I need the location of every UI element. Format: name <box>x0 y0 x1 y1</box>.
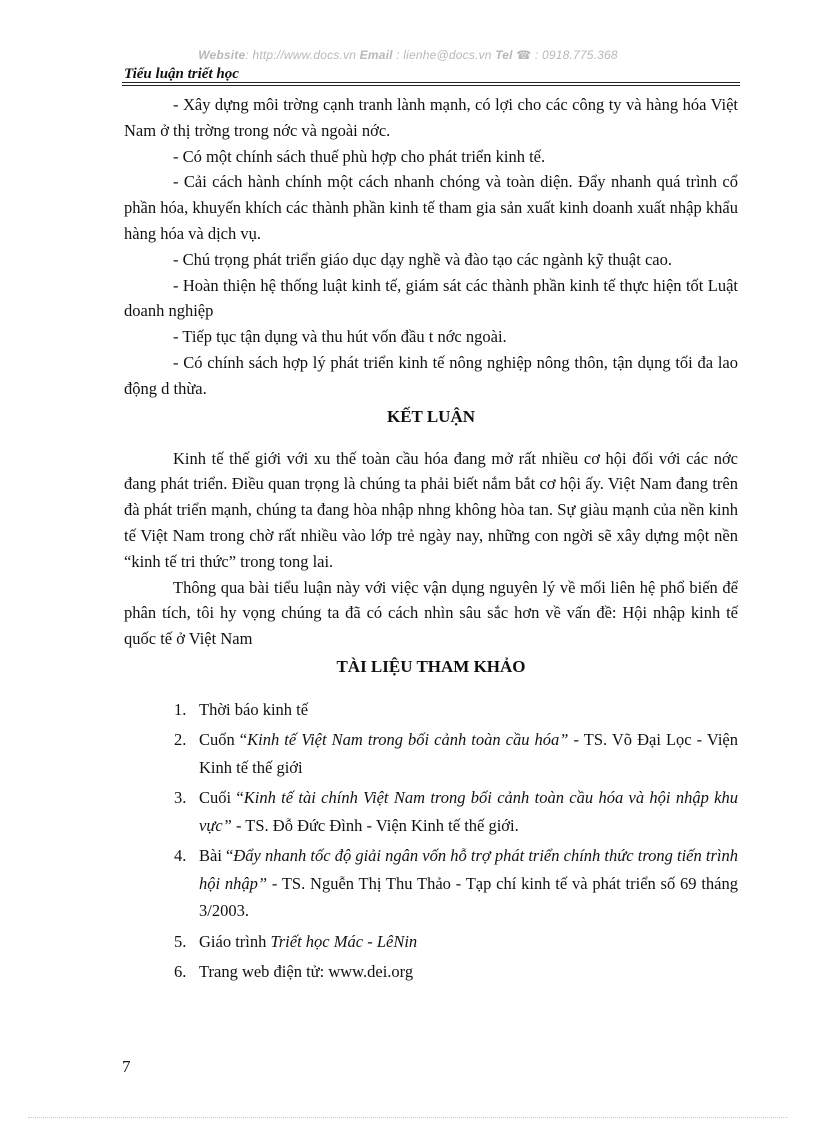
website-label: Website <box>198 48 246 62</box>
bullet-paragraph: - Có chính sách hợp lý phát triển kinh tế nông nghiệp nông thôn, tận dụng tối đa lao động d thừa. <box>124 352 738 398</box>
page-number: 7 <box>122 1057 131 1076</box>
bullet-paragraph: - Tiếp tục tận dụng và thu hút vốn đầu t nớc ngoài. <box>173 327 507 347</box>
reference-source: - TS. Nguễn Thị Thu Thảo - Tạp chí kinh tế và phát triển số 69 tháng 3/2003. <box>199 873 738 921</box>
tel-label: Tel <box>495 48 513 62</box>
running-title: Tiểu luận triết học <box>124 66 239 82</box>
reference-text: Cuốn “ <box>199 730 248 750</box>
reference-item <box>124 928 738 956</box>
reference-title: Triết học Mác - LêNin <box>270 931 418 951</box>
bullet-paragraph: - Chú trọng phát triển giáo dục dạy nghề và đào tạo các ngành kỹ thuật cao. <box>173 249 672 269</box>
conclusion-paragraph: Thông qua bài tiểu luận này với việc vận dụng nguyên lý về mối liên hệ phổ biến để phân tích, tôi hy vọng chúng ta đã có cách nhìn sâu sắc hơn về vấn đề: Hội nhập kinh tế quốc tế ở Việt Nam <box>124 577 738 649</box>
header-rule <box>122 85 740 86</box>
reference-item <box>124 726 738 781</box>
reference-title: Kinh tế Việt Nam trong bối cảnh toàn cầu hóa” <box>247 730 569 750</box>
reference-text: Thời báo kinh tế <box>199 699 309 719</box>
email-label: Email <box>359 48 393 62</box>
references-title: TÀI LIỆU THAM KHẢO <box>336 656 526 676</box>
reference-item <box>124 842 738 925</box>
reference-number: 1. <box>174 699 187 719</box>
reference-text: Trang web điện tử: www.dei.org <box>199 962 414 982</box>
reference-source: - TS. Võ Đại Lọc - Viện Kinh tế thế giới <box>199 730 738 777</box>
reference-title: Kinh tế tài chính Việt Nam trong bối cảnh toàn cầu hóa và hội nhập khu vực” <box>199 788 738 835</box>
bullet-paragraph: - Hoàn thiện hệ thống luật kinh tế, giám sát các thành phần kinh tế thực hiện tốt Luật doanh nghiệp <box>124 275 738 321</box>
reference-number: 4. <box>174 846 187 866</box>
bullet-paragraph: - Có một chính sách thuế phù hợp cho phát triển kinh tế. <box>173 146 546 166</box>
bullet-paragraph: - Xây dựng môi trờng cạnh tranh lành mạnh, có lợi cho các công ty và hàng hóa Việt Nam ở thị trờng trong nớc và ngoài nớc. <box>124 95 738 140</box>
header-rule <box>122 82 740 83</box>
reference-number: 5. <box>174 931 187 951</box>
references-list <box>124 696 738 986</box>
phone-number: ☎ : 0918.775.368 <box>516 48 618 62</box>
body-text <box>124 92 738 989</box>
reference-item <box>124 958 738 986</box>
spacer <box>124 432 738 446</box>
footer-divider <box>28 1117 788 1118</box>
reference-item <box>124 696 738 724</box>
reference-item <box>124 784 738 839</box>
website-url: : http://www.docs.vn <box>245 48 357 62</box>
reference-title: Đẩy nhanh tốc độ giải ngân vốn hỗ trợ phát triển chính thức trong tiến trình hội nhập” <box>199 846 738 893</box>
reference-number: 6. <box>174 962 187 982</box>
reference-number: 3. <box>174 788 187 808</box>
conclusion-title: KẾT LUẬN <box>386 406 475 426</box>
reference-text: Giáo trình <box>199 931 271 951</box>
reference-source: - TS. Đỗ Đức Đình - Viện Kinh tế thế giới. <box>231 815 519 835</box>
email-address: : lienhe@docs.vn <box>396 48 492 62</box>
spacer <box>124 682 738 696</box>
reference-number: 2. <box>174 730 187 750</box>
reference-text: Bài “ <box>199 846 234 866</box>
bullet-paragraph: - Cải cách hành chính một cách nhanh chóng và toàn diện. Đẩy nhanh quá trình cổ phần hóa, khuyến khích các thành phần kinh tế tham gia sản xuất kinh doanh xuất nhập khẩu hàng hóa và dịch vụ. <box>124 172 738 243</box>
reference-text: Cuối “ <box>199 788 244 808</box>
website-contact-header <box>0 48 816 62</box>
conclusion-paragraph: Kinh tế thế giới với xu thế toàn cầu hóa đang mở rất nhiều cơ hội đối với các nớc đang phát triển. Điều quan trọng là chúng ta phải biết nắm bắt cơ hội ấy. Việt Nam đang trên đà phát triển mạnh, chúng ta đang hòa nhập nhng không hòa tan. Sự giàu mạnh của nền kinh tế Việt Nam trong chờ rất nhiều vào lớp trẻ ngày nay, những con ngời sẽ xây dựng một nền “kinh tế tri thức” trong tong lai. <box>124 448 738 571</box>
